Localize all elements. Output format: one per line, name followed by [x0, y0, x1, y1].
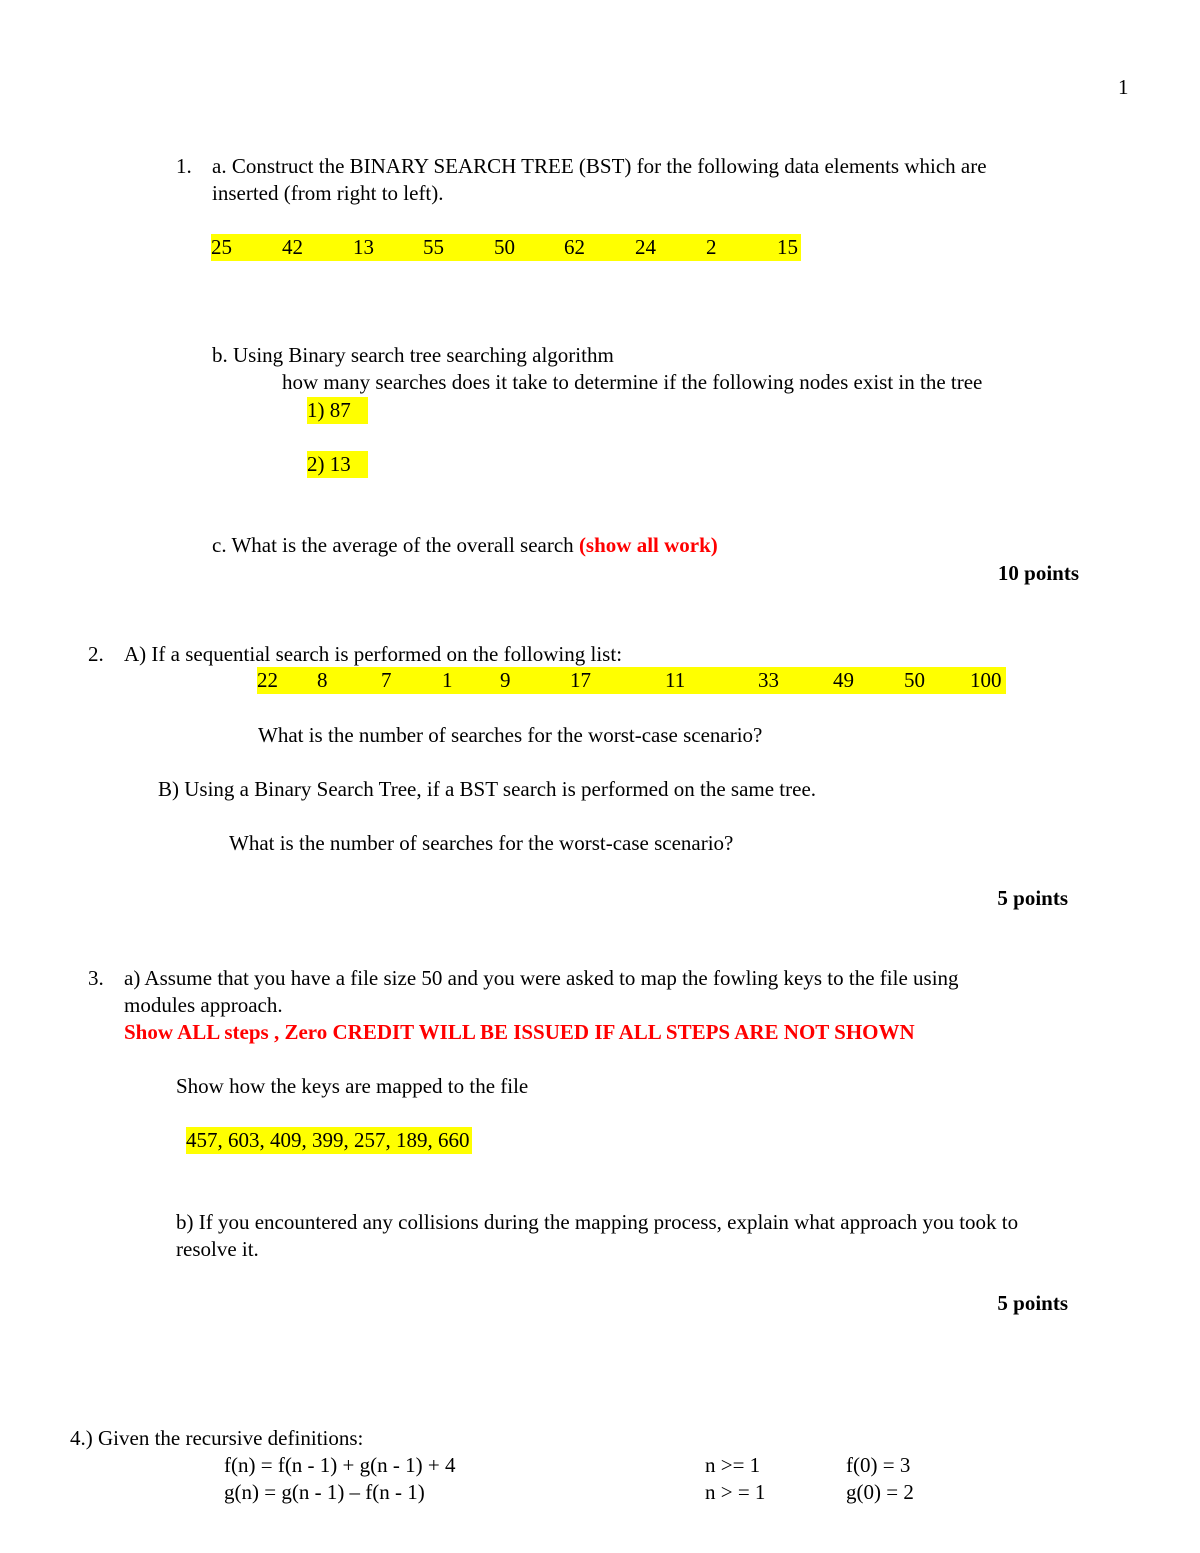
q1a-text-line2: inserted (from right to left). [212, 181, 444, 205]
page-number: 1 [1118, 75, 1129, 99]
q3-points: 5 points [997, 1291, 1068, 1315]
q2a-text: A) If a sequential search is performed on the following list: [124, 642, 623, 666]
q2-data-item: 7 [381, 668, 392, 692]
q1c-text [212, 532, 718, 559]
q1-number: 1. [176, 154, 192, 178]
q2-data-list [257, 667, 1006, 694]
q1-data-item: 50 [494, 235, 515, 259]
q2-data-item: 9 [500, 668, 511, 692]
q2-data-item: 17 [570, 668, 591, 692]
q1-data-list [211, 234, 801, 261]
q2a-question: What is the number of searches for the worst-case scenario? [258, 723, 763, 747]
q1b-item-2: 2) 13 [307, 451, 368, 478]
q2-data-item: 49 [833, 668, 854, 692]
q1-data-item: 55 [423, 235, 444, 259]
q4-g-definition: g(n) = g(n - 1) – f(n - 1) [224, 1480, 425, 1504]
q1-data-item: 25 [211, 235, 232, 259]
q1-data-item: 15 [777, 235, 798, 259]
q1-points: 10 points [997, 561, 1079, 585]
q1c-question: c. What is the average of the overall search [212, 533, 579, 557]
q1b-item-1: 1) 87 [307, 397, 368, 424]
q3b-text-line1: b) If you encountered any collisions during the mapping process, explain what approach you took to [176, 1210, 1019, 1234]
q2-data-item: 1 [442, 668, 453, 692]
q3-number: 3. [88, 966, 104, 990]
q1c-show-work: (show all work) [578, 533, 718, 557]
q4-f-condition: n >= 1 [705, 1453, 761, 1477]
q4-f-base: f(0) = 3 [846, 1453, 911, 1477]
q3-warning: Show ALL steps , Zero CREDIT WILL BE ISSUED IF ALL STEPS ARE NOT SHOWN [124, 1020, 915, 1044]
q3a-text-line1: a) Assume that you have a file size 50 and you were asked to map the fowling keys to the file using [124, 966, 959, 990]
q2-number: 2. [88, 642, 104, 666]
q4-heading: 4.) Given the recursive definitions: [70, 1426, 364, 1450]
q1-data-item: 13 [353, 235, 374, 259]
q1-data-item: 42 [282, 235, 303, 259]
q2-points: 5 points [997, 886, 1068, 910]
q1-data-item: 2 [706, 235, 717, 259]
q2-data-item: 8 [317, 668, 328, 692]
q3-keys: 457, 603, 409, 399, 257, 189, 660 [186, 1128, 470, 1152]
q4-f-definition: f(n) = f(n - 1) + g(n - 1) + 4 [224, 1453, 456, 1477]
q3-show-line: Show how the keys are mapped to the file [176, 1074, 529, 1098]
q1-data-item: 62 [564, 235, 585, 259]
q2-data-item: 100 [970, 668, 1002, 692]
q2-data-item: 50 [904, 668, 925, 692]
q3b-text-line2: resolve it. [176, 1237, 259, 1261]
q1-data-item: 24 [635, 235, 656, 259]
q2-data-item: 22 [257, 668, 278, 692]
q4-g-base: g(0) = 2 [846, 1480, 914, 1504]
q3a-text-line2: modules approach. [124, 993, 283, 1017]
q2b-question: What is the number of searches for the worst-case scenario? [229, 831, 734, 855]
q4-g-condition: n > = 1 [705, 1480, 766, 1504]
q1b-text-line2: how many searches does it take to determine if the following nodes exist in the tree [282, 370, 983, 394]
q2-data-item: 11 [665, 668, 686, 692]
q1a-text-line1: a. Construct the BINARY SEARCH TREE (BST) for the following data elements which are [212, 154, 987, 178]
q2b-text: B) Using a Binary Search Tree, if a BST search is performed on the same tree. [158, 777, 817, 801]
q1b-text-line1: b. Using Binary search tree searching algorithm [212, 343, 614, 367]
q2-data-item: 33 [758, 668, 779, 692]
